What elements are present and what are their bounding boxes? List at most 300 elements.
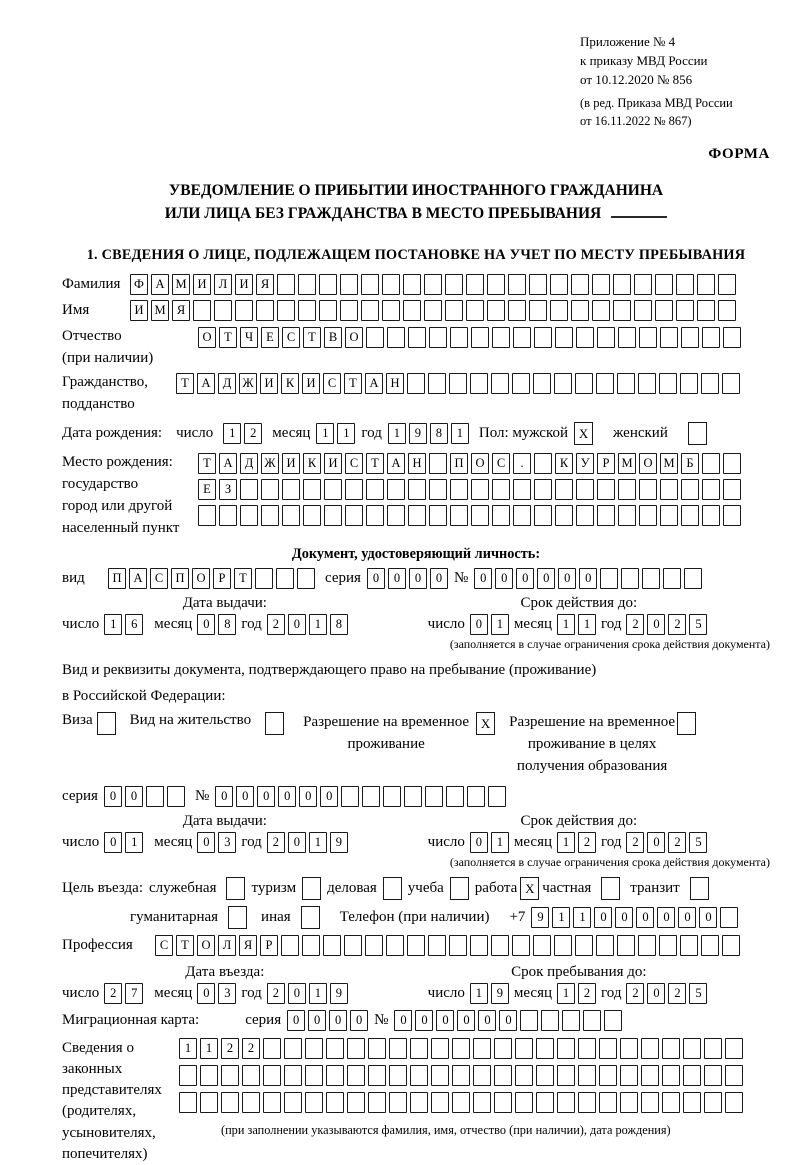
char-cell[interactable]: [389, 1092, 407, 1113]
char-cell[interactable]: [410, 1038, 428, 1059]
char-cell[interactable]: 1: [309, 983, 327, 1004]
char-cell[interactable]: [723, 505, 741, 526]
char-cell[interactable]: [387, 327, 405, 348]
char-cell[interactable]: 7: [125, 983, 143, 1004]
char-cell[interactable]: Т: [344, 373, 362, 394]
char-cell[interactable]: Е: [261, 327, 279, 348]
char-cell[interactable]: [297, 568, 315, 589]
char-cell[interactable]: [575, 935, 593, 956]
char-cell[interactable]: [578, 1092, 596, 1113]
char-cell[interactable]: 1: [557, 832, 575, 853]
char-cell[interactable]: [508, 274, 526, 295]
char-cell[interactable]: 0: [104, 832, 122, 853]
char-cell[interactable]: 2: [668, 614, 686, 635]
char-cell[interactable]: [428, 935, 446, 956]
char-cell[interactable]: [722, 373, 740, 394]
char-cell[interactable]: [557, 1038, 575, 1059]
char-cell[interactable]: [639, 505, 657, 526]
char-cell[interactable]: [680, 935, 698, 956]
char-cell[interactable]: [600, 568, 618, 589]
char-cell[interactable]: П: [171, 568, 189, 589]
char-cell[interactable]: 0: [636, 907, 654, 928]
char-cell[interactable]: Ж: [239, 373, 257, 394]
char-cell[interactable]: [242, 1065, 260, 1086]
char-cell[interactable]: [200, 1092, 218, 1113]
char-cell[interactable]: [655, 300, 673, 321]
purpose-business-checkbox[interactable]: [383, 877, 402, 900]
char-cell[interactable]: [704, 1065, 722, 1086]
char-cell[interactable]: 9: [330, 832, 348, 853]
char-cell[interactable]: [452, 1092, 470, 1113]
char-cell[interactable]: [597, 327, 615, 348]
char-cell[interactable]: [562, 1010, 580, 1031]
char-cell[interactable]: [179, 1065, 197, 1086]
char-cell[interactable]: М: [618, 453, 636, 474]
char-cell[interactable]: Н: [408, 453, 426, 474]
char-cell[interactable]: 2: [267, 832, 285, 853]
char-cell[interactable]: [702, 479, 720, 500]
char-cell[interactable]: [681, 327, 699, 348]
char-cell[interactable]: [386, 935, 404, 956]
char-cell[interactable]: [284, 1092, 302, 1113]
char-cell[interactable]: [515, 1092, 533, 1113]
char-cell[interactable]: 1: [491, 832, 509, 853]
char-cell[interactable]: [424, 300, 442, 321]
char-cell[interactable]: [620, 1065, 638, 1086]
char-cell[interactable]: [680, 373, 698, 394]
char-cell[interactable]: [723, 327, 741, 348]
char-cell[interactable]: 2: [578, 832, 596, 853]
char-cell[interactable]: [407, 373, 425, 394]
char-cell[interactable]: [676, 274, 694, 295]
char-cell[interactable]: [492, 479, 510, 500]
char-cell[interactable]: А: [387, 453, 405, 474]
char-cell[interactable]: [639, 479, 657, 500]
char-cell[interactable]: Т: [198, 453, 216, 474]
char-cell[interactable]: Н: [386, 373, 404, 394]
option-temp-residence-checkbox[interactable]: X: [476, 712, 495, 735]
char-cell[interactable]: [592, 274, 610, 295]
char-cell[interactable]: 0: [104, 786, 122, 807]
char-cell[interactable]: [383, 786, 401, 807]
char-cell[interactable]: О: [192, 568, 210, 589]
char-cell[interactable]: [303, 505, 321, 526]
char-cell[interactable]: [221, 1092, 239, 1113]
char-cell[interactable]: [471, 505, 489, 526]
char-cell[interactable]: [410, 1065, 428, 1086]
char-cell[interactable]: [277, 274, 295, 295]
char-cell[interactable]: [697, 274, 715, 295]
purpose-private-checkbox[interactable]: [601, 877, 620, 900]
char-cell[interactable]: [326, 1038, 344, 1059]
char-cell[interactable]: [492, 327, 510, 348]
char-cell[interactable]: О: [471, 453, 489, 474]
char-cell[interactable]: [366, 479, 384, 500]
char-cell[interactable]: [473, 1065, 491, 1086]
char-cell[interactable]: [319, 274, 337, 295]
char-cell[interactable]: [319, 300, 337, 321]
char-cell[interactable]: [701, 373, 719, 394]
char-cell[interactable]: [676, 300, 694, 321]
char-cell[interactable]: [263, 1065, 281, 1086]
char-cell[interactable]: 1: [309, 832, 327, 853]
char-cell[interactable]: 2: [578, 983, 596, 1004]
char-cell[interactable]: [597, 505, 615, 526]
char-cell[interactable]: [596, 935, 614, 956]
char-cell[interactable]: 8: [330, 614, 348, 635]
char-cell[interactable]: М: [660, 453, 678, 474]
char-cell[interactable]: [408, 505, 426, 526]
char-cell[interactable]: [470, 373, 488, 394]
char-cell[interactable]: С: [345, 453, 363, 474]
char-cell[interactable]: 0: [647, 614, 665, 635]
char-cell[interactable]: [621, 568, 639, 589]
char-cell[interactable]: [146, 786, 164, 807]
char-cell[interactable]: М: [151, 300, 169, 321]
char-cell[interactable]: [450, 327, 468, 348]
char-cell[interactable]: 0: [558, 568, 576, 589]
char-cell[interactable]: 0: [516, 568, 534, 589]
char-cell[interactable]: П: [450, 453, 468, 474]
char-cell[interactable]: Ф: [130, 274, 148, 295]
char-cell[interactable]: [512, 373, 530, 394]
char-cell[interactable]: [515, 1065, 533, 1086]
char-cell[interactable]: О: [345, 327, 363, 348]
char-cell[interactable]: [617, 373, 635, 394]
char-cell[interactable]: [683, 1092, 701, 1113]
char-cell[interactable]: [533, 373, 551, 394]
char-cell[interactable]: 5: [689, 983, 707, 1004]
char-cell[interactable]: [725, 1092, 743, 1113]
char-cell[interactable]: [534, 327, 552, 348]
char-cell[interactable]: 1: [125, 832, 143, 853]
char-cell[interactable]: [368, 1065, 386, 1086]
char-cell[interactable]: 0: [288, 983, 306, 1004]
char-cell[interactable]: [341, 786, 359, 807]
char-cell[interactable]: [255, 568, 273, 589]
char-cell[interactable]: [520, 1010, 538, 1031]
char-cell[interactable]: И: [260, 373, 278, 394]
char-cell[interactable]: 0: [125, 786, 143, 807]
char-cell[interactable]: [541, 1010, 559, 1031]
char-cell[interactable]: 1: [557, 614, 575, 635]
char-cell[interactable]: [659, 373, 677, 394]
char-cell[interactable]: [298, 274, 316, 295]
char-cell[interactable]: 9: [491, 983, 509, 1004]
char-cell[interactable]: 2: [626, 614, 644, 635]
char-cell[interactable]: 0: [537, 568, 555, 589]
char-cell[interactable]: [263, 1038, 281, 1059]
char-cell[interactable]: [641, 1038, 659, 1059]
char-cell[interactable]: [555, 479, 573, 500]
char-cell[interactable]: А: [129, 568, 147, 589]
char-cell[interactable]: [261, 505, 279, 526]
char-cell[interactable]: Т: [234, 568, 252, 589]
char-cell[interactable]: [555, 505, 573, 526]
char-cell[interactable]: 0: [657, 907, 675, 928]
purpose-study-checkbox[interactable]: [450, 877, 469, 900]
char-cell[interactable]: [720, 907, 738, 928]
char-cell[interactable]: 0: [579, 568, 597, 589]
char-cell[interactable]: 0: [236, 786, 254, 807]
char-cell[interactable]: [557, 1065, 575, 1086]
char-cell[interactable]: [324, 505, 342, 526]
char-cell[interactable]: Б: [681, 453, 699, 474]
char-cell[interactable]: [702, 453, 720, 474]
char-cell[interactable]: [242, 1092, 260, 1113]
char-cell[interactable]: [536, 1038, 554, 1059]
char-cell[interactable]: 1: [578, 614, 596, 635]
char-cell[interactable]: [681, 505, 699, 526]
char-cell[interactable]: [446, 786, 464, 807]
char-cell[interactable]: [345, 479, 363, 500]
char-cell[interactable]: [576, 505, 594, 526]
char-cell[interactable]: [492, 505, 510, 526]
char-cell[interactable]: [284, 1038, 302, 1059]
char-cell[interactable]: М: [172, 274, 190, 295]
char-cell[interactable]: [634, 300, 652, 321]
char-cell[interactable]: 3: [218, 832, 236, 853]
char-cell[interactable]: [550, 274, 568, 295]
char-cell[interactable]: 0: [288, 614, 306, 635]
char-cell[interactable]: [536, 1065, 554, 1086]
char-cell[interactable]: [449, 935, 467, 956]
char-cell[interactable]: 0: [647, 832, 665, 853]
char-cell[interactable]: 0: [430, 568, 448, 589]
purpose-work-checkbox[interactable]: X: [520, 877, 539, 900]
char-cell[interactable]: О: [198, 327, 216, 348]
char-cell[interactable]: 0: [678, 907, 696, 928]
char-cell[interactable]: 2: [668, 983, 686, 1004]
char-cell[interactable]: А: [219, 453, 237, 474]
char-cell[interactable]: [592, 300, 610, 321]
option-residence-permit-checkbox[interactable]: [265, 712, 284, 735]
char-cell[interactable]: [725, 1038, 743, 1059]
char-cell[interactable]: [599, 1065, 617, 1086]
char-cell[interactable]: [487, 274, 505, 295]
char-cell[interactable]: 0: [415, 1010, 433, 1031]
char-cell[interactable]: Я: [239, 935, 257, 956]
char-cell[interactable]: [513, 505, 531, 526]
char-cell[interactable]: [494, 1038, 512, 1059]
char-cell[interactable]: С: [282, 327, 300, 348]
sex-male-checkbox[interactable]: X: [574, 422, 593, 445]
char-cell[interactable]: 0: [288, 832, 306, 853]
char-cell[interactable]: 0: [647, 983, 665, 1004]
char-cell[interactable]: 0: [699, 907, 717, 928]
char-cell[interactable]: Р: [597, 453, 615, 474]
char-cell[interactable]: И: [282, 453, 300, 474]
char-cell[interactable]: [179, 1092, 197, 1113]
char-cell[interactable]: [513, 479, 531, 500]
char-cell[interactable]: 3: [218, 983, 236, 1004]
char-cell[interactable]: [361, 274, 379, 295]
char-cell[interactable]: [660, 479, 678, 500]
purpose-official-checkbox[interactable]: [226, 877, 245, 900]
char-cell[interactable]: 0: [594, 907, 612, 928]
char-cell[interactable]: [214, 300, 232, 321]
char-cell[interactable]: [659, 935, 677, 956]
char-cell[interactable]: [617, 935, 635, 956]
char-cell[interactable]: О: [639, 453, 657, 474]
char-cell[interactable]: [494, 1092, 512, 1113]
char-cell[interactable]: [513, 327, 531, 348]
char-cell[interactable]: [347, 1038, 365, 1059]
char-cell[interactable]: [473, 1038, 491, 1059]
char-cell[interactable]: Т: [366, 453, 384, 474]
char-cell[interactable]: П: [108, 568, 126, 589]
char-cell[interactable]: [638, 373, 656, 394]
char-cell[interactable]: [431, 1092, 449, 1113]
char-cell[interactable]: [428, 373, 446, 394]
char-cell[interactable]: Т: [176, 373, 194, 394]
char-cell[interactable]: [491, 373, 509, 394]
char-cell[interactable]: [368, 1038, 386, 1059]
char-cell[interactable]: З: [219, 479, 237, 500]
char-cell[interactable]: 0: [287, 1010, 305, 1031]
char-cell[interactable]: [466, 274, 484, 295]
char-cell[interactable]: 0: [478, 1010, 496, 1031]
char-cell[interactable]: [471, 479, 489, 500]
char-cell[interactable]: [576, 479, 594, 500]
char-cell[interactable]: 0: [197, 614, 215, 635]
char-cell[interactable]: [382, 274, 400, 295]
char-cell[interactable]: [345, 505, 363, 526]
char-cell[interactable]: И: [130, 300, 148, 321]
char-cell[interactable]: [387, 505, 405, 526]
char-cell[interactable]: [529, 300, 547, 321]
char-cell[interactable]: 5: [689, 832, 707, 853]
char-cell[interactable]: Л: [218, 935, 236, 956]
char-cell[interactable]: [578, 1065, 596, 1086]
char-cell[interactable]: 0: [278, 786, 296, 807]
char-cell[interactable]: [347, 1092, 365, 1113]
option-temp-residence-edu-checkbox[interactable]: [677, 712, 696, 735]
char-cell[interactable]: [303, 479, 321, 500]
char-cell[interactable]: [660, 505, 678, 526]
char-cell[interactable]: 1: [470, 983, 488, 1004]
char-cell[interactable]: Р: [260, 935, 278, 956]
char-cell[interactable]: С: [150, 568, 168, 589]
char-cell[interactable]: [410, 1092, 428, 1113]
char-cell[interactable]: [723, 453, 741, 474]
char-cell[interactable]: 2: [244, 423, 262, 444]
char-cell[interactable]: [429, 327, 447, 348]
char-cell[interactable]: [429, 505, 447, 526]
char-cell[interactable]: [382, 300, 400, 321]
char-cell[interactable]: Ч: [240, 327, 258, 348]
char-cell[interactable]: [536, 1092, 554, 1113]
sex-female-checkbox[interactable]: [688, 422, 707, 445]
char-cell[interactable]: [347, 1065, 365, 1086]
char-cell[interactable]: Я: [172, 300, 190, 321]
char-cell[interactable]: [491, 935, 509, 956]
char-cell[interactable]: 0: [350, 1010, 368, 1031]
char-cell[interactable]: 2: [267, 983, 285, 1004]
char-cell[interactable]: [431, 1065, 449, 1086]
char-cell[interactable]: [277, 300, 295, 321]
char-cell[interactable]: О: [197, 935, 215, 956]
char-cell[interactable]: [408, 479, 426, 500]
char-cell[interactable]: [235, 300, 253, 321]
char-cell[interactable]: [298, 300, 316, 321]
char-cell[interactable]: [618, 479, 636, 500]
char-cell[interactable]: 1: [200, 1038, 218, 1059]
char-cell[interactable]: [200, 1065, 218, 1086]
char-cell[interactable]: 0: [457, 1010, 475, 1031]
char-cell[interactable]: 0: [257, 786, 275, 807]
char-cell[interactable]: И: [324, 453, 342, 474]
char-cell[interactable]: 1: [552, 907, 570, 928]
char-cell[interactable]: [529, 274, 547, 295]
char-cell[interactable]: [466, 300, 484, 321]
char-cell[interactable]: Т: [176, 935, 194, 956]
char-cell[interactable]: 0: [197, 832, 215, 853]
char-cell[interactable]: 0: [320, 786, 338, 807]
char-cell[interactable]: [407, 935, 425, 956]
char-cell[interactable]: Е: [198, 479, 216, 500]
char-cell[interactable]: [256, 300, 274, 321]
char-cell[interactable]: [662, 1065, 680, 1086]
char-cell[interactable]: [282, 479, 300, 500]
char-cell[interactable]: И: [235, 274, 253, 295]
char-cell[interactable]: [634, 274, 652, 295]
char-cell[interactable]: [284, 1065, 302, 1086]
char-cell[interactable]: [723, 479, 741, 500]
option-visa-checkbox[interactable]: [97, 712, 116, 735]
char-cell[interactable]: [512, 935, 530, 956]
char-cell[interactable]: [704, 1092, 722, 1113]
char-cell[interactable]: [445, 274, 463, 295]
char-cell[interactable]: [683, 1065, 701, 1086]
char-cell[interactable]: [554, 935, 572, 956]
char-cell[interactable]: 0: [299, 786, 317, 807]
char-cell[interactable]: А: [197, 373, 215, 394]
char-cell[interactable]: С: [155, 935, 173, 956]
char-cell[interactable]: 0: [329, 1010, 347, 1031]
char-cell[interactable]: 9: [409, 423, 427, 444]
char-cell[interactable]: 0: [615, 907, 633, 928]
char-cell[interactable]: [702, 505, 720, 526]
char-cell[interactable]: Д: [240, 453, 258, 474]
purpose-humanitarian-checkbox[interactable]: [228, 906, 247, 929]
char-cell[interactable]: [167, 786, 185, 807]
char-cell[interactable]: И: [302, 373, 320, 394]
char-cell[interactable]: [326, 1065, 344, 1086]
char-cell[interactable]: [340, 274, 358, 295]
char-cell[interactable]: Р: [213, 568, 231, 589]
char-cell[interactable]: 0: [197, 983, 215, 1004]
char-cell[interactable]: 2: [221, 1038, 239, 1059]
char-cell[interactable]: [326, 1092, 344, 1113]
char-cell[interactable]: [404, 786, 422, 807]
char-cell[interactable]: 6: [125, 614, 143, 635]
char-cell[interactable]: С: [323, 373, 341, 394]
char-cell[interactable]: 8: [430, 423, 448, 444]
char-cell[interactable]: [324, 479, 342, 500]
char-cell[interactable]: 1: [223, 423, 241, 444]
char-cell[interactable]: [323, 935, 341, 956]
char-cell[interactable]: 1: [557, 983, 575, 1004]
char-cell[interactable]: [473, 1092, 491, 1113]
char-cell[interactable]: 0: [215, 786, 233, 807]
char-cell[interactable]: 0: [394, 1010, 412, 1031]
char-cell[interactable]: [684, 568, 702, 589]
char-cell[interactable]: А: [151, 274, 169, 295]
char-cell[interactable]: 2: [267, 614, 285, 635]
char-cell[interactable]: [488, 786, 506, 807]
char-cell[interactable]: [578, 1038, 596, 1059]
